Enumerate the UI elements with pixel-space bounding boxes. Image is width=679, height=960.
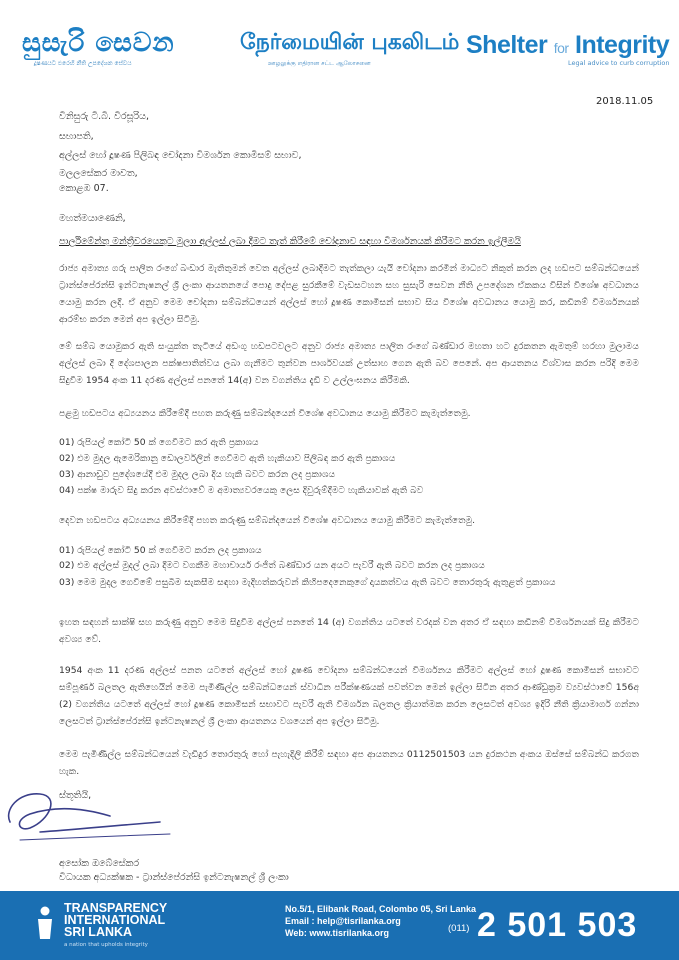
ti-name-line: SRI LANKA	[64, 925, 133, 939]
sinhala-brand: සුසැරි සෙවන	[22, 28, 175, 58]
ti-org-name	[64, 902, 167, 938]
phone-number: 2 501 503	[477, 906, 638, 944]
paragraph-7: මෙම පැමිණිල්ල සම්බන්ධයෙන් වැඩිදුර තොරතුරු හෝ පැහැදිලි කිරීම් සඳහා අප ආයතනය 0112501503 යන දුරකථන අංකය ඔස්සේ සම්බන්ධ කරගත හැක.	[59, 749, 639, 777]
paragraph-1: රාජ්‍ය අමාත්‍ය ගරු පාලිත රංගේ බංඩාර මැතිතුමන් වෙත අල්ලස් ලබාදීමට තැත්කලා යැයි චෝදනා කරමින් මාධ්‍යට නිකුත් කරන ලද හඩපට සම්බන්ධයෙන් ට්‍රාන්ස්පේරන්සි ඉන්ටනැෂනල් ශ්‍රී ලංකා ආයතනයේ පොදු දේපළ සුරකීමේ වැඩසටහන සහ සුසැරි සෙවන නීති උපදේශන ඒකකය විසින් විශේෂ අවධානය යොමු කරන ලදී. ඒ අනුව මෙම චෝදනා සම්බන්ධයෙන් අල්ලස් හෝ දූෂණ කොමිසන් සභාව සිය විශේෂ අවධානය යොමු කර, කඩිනම් විමර්ශනයක් ආරම්භ කරන මෙන් අප ඉල්ලා සිටිමු.	[59, 263, 639, 325]
brand-for: for	[553, 40, 569, 56]
ti-logo-icon	[34, 905, 56, 941]
brand-integrity: Integrity	[575, 31, 670, 59]
signatory-title: විධායක අධ්‍යක්ෂක - ට්‍රාන්ස්පේරන්සි ඉන්ටනැෂනල් ශ්‍රී ලංකා	[59, 872, 289, 883]
list-item: 02) එම මුදල ඇමෙරිකානු ඩොලර්වලින් ගෙවීමට ඇති හැකියාව පිලිබඳ කර ඇති ප්‍රකාශය	[59, 453, 396, 464]
address-line: මලලසේකර මාවත,	[59, 168, 138, 179]
footer-web[interactable]: Web: www.tisrilanka.org	[285, 928, 390, 938]
signature	[0, 770, 180, 860]
signatory-name: අසෝක ඔබේසේකර	[59, 858, 140, 869]
paragraph-3: පළමු හඩපටය අධ්‍යයනය කිරීමේදී පහත කරුණු සම්බන්දයෙන් විශේෂ අවධානය යොමු කිරීමට කැමැත්තෙමු.	[59, 408, 471, 419]
paragraph-5: ඉහත සඳහන් සාක්ෂි සහ කරුණු අනුව මෙම සිදුවීම අල්ලස් පනතේ 14 (අ) වගන්තිය යටතේ වරදක් වන අතර ඒ සඳහා කඩිනම් විමර්ශනයක් සිදු කිරීමට අවශ්‍ය වේ.	[59, 617, 639, 645]
subject-line: පාර්ලිමේන්තු මන්ත්‍රීවරයෙකුට මුලාා අල්ලස් ලබා දීමට තැත් කිරීමේ චෝදනාව සඳහා විමර්ශනයක් කිරීමට කරන ඉල්ලීමයි	[59, 236, 521, 247]
tamil-tagline: ஊழலுக்கு எதிரான சட்ட ஆலோசனை	[268, 60, 371, 67]
footer-email[interactable]: Email : help@tisrilanka.org	[285, 916, 401, 926]
list-item: 03) ආනාඩුව පුදේශයේදී එම මුදල ලබා දිය හැකි බවට කරන ලද ප්‍රකාශය	[59, 469, 336, 480]
paragraph-2: මේ සම්බ යොමුකර ඇති සංයුක්ත තැටියේ අඩංගු හඩපටවලට අනුව රාජ්‍ය අමාත්‍ය පාලිත රංගේ බණ්ඩාර මහතා හට දුරකතන ඇමතුම් හරහා මුලාමය අල්ලස් ලබා දී දේශපාලන පක්ෂපාතිත්වය ලබා ගැනීමට තුන්වන පාර්ශවයක් උත්සාහ ගෙන ඇති බව පෙනේ. අප ආයතනය විශ්වාස කරන පරිදි මෙම සිදුවීම 1954 අංක 11 දරණ අල්ලස් පනතේ 14(අ) වන වගන්තිය දැඩි ව උල්ලංඝනය කිරීමකි.	[59, 341, 639, 386]
english-tagline: Legal advice to curb corruption	[568, 59, 670, 67]
brand-shelter: Shelter	[466, 31, 548, 59]
address-line: කොළඹ 07.	[59, 183, 109, 194]
address-line: අල්ලස් හෝ දූෂණ පිලිබඳ චෝදනා විමර්ශන කොමිසම් සභාව,	[59, 150, 302, 161]
ti-tagline: a nation that upholds integrity	[64, 942, 148, 948]
footer-address: No.5/1, Elibank Road, Colombo 05, Sri Lanka	[285, 904, 477, 914]
ti-name-line: INTERNATIONAL	[64, 913, 166, 927]
list-item: 02) එම අල්ලස් මුදල් ලබා දීමට වගකීම මහාචාර්ය රංජිත් බණ්ඩාර යන අයට පැවරී ඇති බවට කරන ලද ප්‍රකාශය	[59, 560, 485, 571]
english-brand	[466, 31, 669, 60]
paragraph-4: දෙවන හඩපටය අධ්‍යයනය කිරීමේදී පහත කරුණු සම්බන්දයෙන් විශේෂ අවධානය යොමු කිරීමට කැමැත්තෙමු.	[59, 515, 476, 526]
footer	[0, 891, 679, 960]
paragraph-6: 1954 අංක 11 දරණ අල්ලස් පනත යටතේ අල්ලස් හෝ දූෂණ චෝදනා සම්බන්ධයෙන් විමර්ශනය කිරීමට අල්ලස් හෝ දූෂණ කොමිසන් සභාවට සම්පූර්ණ බලතල ඇතිහෙයින් මෙම පැමිණිල්ල සම්බන්ධයෙන් ස්වාධීන පරීක්ෂණයක් පවත්වන මෙන් ඉල්ලා සිටින අතර ආණ්ඩුක්‍රම ව්‍යවස්ථාවේ 156අ (2) වගන්තිය යටතේ අල්ලස් හෝ දූෂණ කොමිසන් සභාවට පැවරී ඇති විමර්ශන බලතල ක්‍රියාත්මක කරන ලෙසටත් අවශ්‍ය ඉදිරි නීති ක්‍රියාමාර්ග ගන්නා ලෙසටත් ට්‍රාන්ස්පේරන්සි ඉන්ටනැෂනල් ශ්‍රී ලංකා ආයතනය වශයෙන් අප ඉල්ලා සිටිමු.	[59, 665, 639, 727]
closing: ස්තූතියි,	[59, 790, 92, 801]
address-line: විනිසුරු ටී.බී. වීරසූරිය,	[59, 111, 150, 122]
list-item: 01) රුපියල් කෝටි 50 ක් ගෙවීමට කරන ලද ප්‍රකාශය	[59, 545, 262, 556]
ti-name-line: TRANSPARENCY	[64, 901, 168, 915]
address-line: සභාපති,	[59, 131, 94, 142]
letterhead	[0, 0, 679, 74]
tamil-brand: நேர்மையின் புகலிடம்	[240, 30, 460, 55]
list-item: 01) රුපියල් කෝටි 50 ක් ගෙවීමට කර ඇති ප්‍රකාශය	[59, 437, 259, 448]
list-item: 03) මෙම මුදල ගෙවීමේ පසුබිම සැකසීම සඳහා මැදිහත්කරුවන් කිහිපදෙනෙකුගේ දායකත්වය ඇති බවට තොරතුරු ඇතුළත් ප්‍රකාශය	[59, 577, 556, 588]
letter-date: 2018.11.05	[596, 96, 654, 107]
sinhala-tagline: දූෂණයට එරෙහි නීති උපදේශන සේවය	[34, 60, 132, 67]
phone-area-code: (011)	[448, 923, 470, 934]
salutation: මහත්මයාණෙනි,	[59, 213, 126, 224]
list-item: 04) පක්ෂ මාරුව සිදු කරන අවස්ථාවේ ම අමාත්‍යවරයෙකු ලෙස දිවුරුම්දීමට හැකියාවක් ඇති බව	[59, 485, 424, 496]
